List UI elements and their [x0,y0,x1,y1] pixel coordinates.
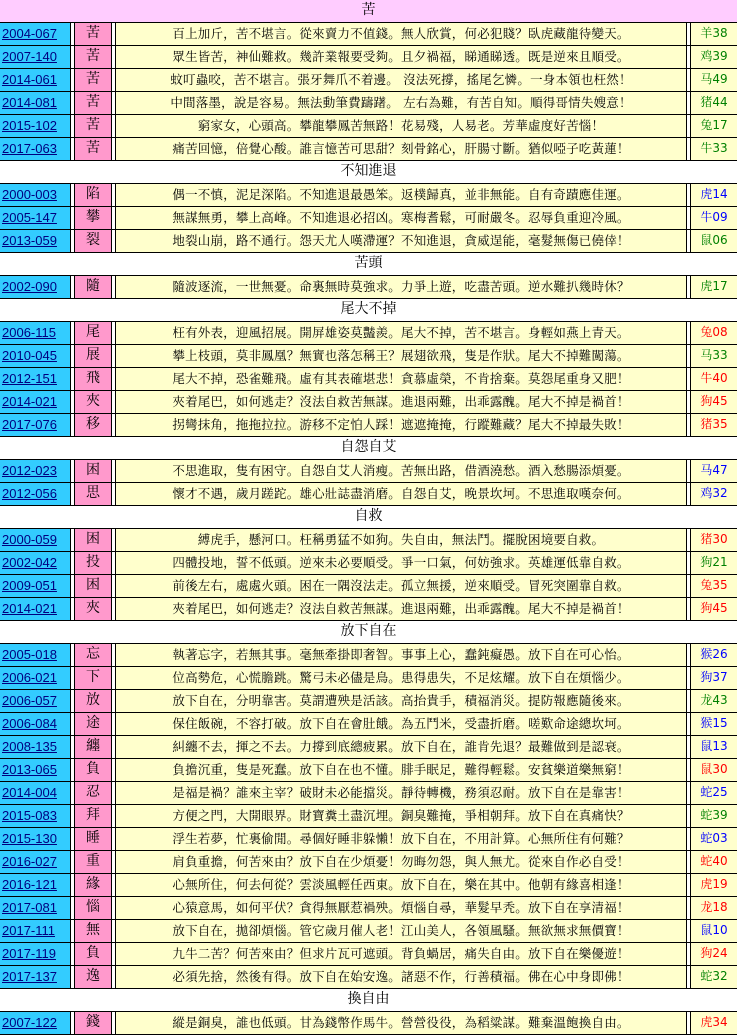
entry-code-link[interactable]: 2017-081 [0,897,71,919]
entry-character: 放 [75,690,112,712]
verse-text: 四體投地，誓不低頭。逆來未必要順受。爭一口氣，何妨強求。英雄運低靠自救。 [116,552,687,574]
entry-code-link[interactable]: 2006-021 [0,667,71,689]
verse-text: 夾着尾巴，如何逃走？沒法自救苦無謀。進退兩難，出乖露醜。尾大不掉是禍首！ [116,598,687,620]
entry-code-link[interactable]: 2017-119 [0,943,71,965]
section-header: 放下自在 [0,621,737,644]
verse-text: 隨波逐流，一世無憂。命裏無時莫強求。力爭上遊，吃盡苦頭。逆水難扒幾時休？ [116,276,687,298]
zodiac-tag: 虎19 [691,874,737,896]
verse-text: 拐彎抹角，拖拖拉拉。游移不定怕人踩！遮遮掩掩，行蹤難藏？尾大不掉最失敗！ [116,414,687,436]
verse-text: 夾着尾巴，如何逃走？沒法自救苦無謀。進退兩難，出乖露醜。尾大不掉是禍首！ [116,391,687,413]
verse-text: 蚊叮蟲咬，苦不堪言。張牙舞爪不着邊。 沒法死撐，搖尾乞憐。一身本領也枉然！ [116,69,687,91]
zodiac-tag: 蛇03 [691,828,737,850]
table-row [0,782,737,805]
table-row [0,46,737,69]
zodiac-tag: 马49 [691,69,737,91]
entry-character: 夾 [75,598,112,620]
verse-text: 執著忘字，若無其事。毫無牽掛即奢智。事事上心，蠢鈍癡愚。放下自在可心怡。 [116,644,687,666]
entry-character: 苦 [75,115,112,137]
table-row [0,207,737,230]
table-row [0,644,737,667]
entry-character: 苦 [75,23,112,45]
entry-code-link[interactable]: 2014-004 [0,782,71,804]
entry-code-link[interactable]: 2016-027 [0,851,71,873]
table-row [0,276,737,299]
entry-character: 拜 [75,805,112,827]
zodiac-tag: 狗45 [691,598,737,620]
zodiac-tag: 马47 [691,460,737,482]
table-row [0,966,737,989]
zodiac-tag: 鼠13 [691,736,737,758]
zodiac-tag: 兔35 [691,575,737,597]
section-header: 自救 [0,506,737,529]
entry-character: 苦 [75,69,112,91]
verse-text: 百上加斤，苦不堪言。從來賣力不值錢。無人欣賞，何必犯賤？臥虎藏龍待變天。 [116,23,687,45]
table-row [0,943,737,966]
table-row [0,391,737,414]
entry-code-link[interactable]: 2007-140 [0,46,71,68]
zodiac-tag: 牛33 [691,138,737,160]
verse-text: 放下自在，拋卻煩惱。管它歲月催人老！江山美人，各領風騷。無欲無求無價寶！ [116,920,687,942]
entry-code-link[interactable]: 2000-059 [0,529,71,551]
entry-character: 苦 [75,46,112,68]
table-row [0,552,737,575]
zodiac-tag: 猴15 [691,713,737,735]
entry-code-link[interactable]: 2002-042 [0,552,71,574]
zodiac-tag: 兔17 [691,115,737,137]
entry-character: 隨 [75,276,112,298]
zodiac-tag: 龙18 [691,897,737,919]
entry-character: 無 [75,920,112,942]
zodiac-tag: 鼠30 [691,759,737,781]
table-row [0,713,737,736]
table-row [0,115,737,138]
verse-text: 糾纏不去，揮之不去。力撐到底總疲累。放下自在，誰肯先退？最難做到是認衰。 [116,736,687,758]
zodiac-tag: 蛇25 [691,782,737,804]
entry-code-link[interactable]: 2005-147 [0,207,71,229]
section-header: 不知進退 [0,161,737,184]
table-row [0,529,737,552]
table-row [0,184,737,207]
entry-character: 展 [75,345,112,367]
table-row [0,575,737,598]
table-row [0,69,737,92]
zodiac-tag: 猪30 [691,529,737,551]
entry-character: 睡 [75,828,112,850]
verse-text: 前後左右，處處火頭。困在一隅沒法走。孤立無援，逆來順受。冒死突圍靠自救。 [116,575,687,597]
entry-code-link[interactable]: 2008-135 [0,736,71,758]
entry-code-link[interactable]: 2012-056 [0,483,71,505]
zodiac-tag: 鼠10 [691,920,737,942]
entry-code-link[interactable]: 2000-003 [0,184,71,206]
table-row [0,414,737,437]
entry-code-link[interactable]: 2013-065 [0,759,71,781]
entry-code-link[interactable]: 2016-121 [0,874,71,896]
entry-code-link[interactable]: 2014-081 [0,92,71,114]
verse-text: 枉有外表，迎風招展。開屏雄姿莫豔羨。尾大不掉，苦不堪言。身輕如燕上青天。 [116,322,687,344]
zodiac-tag: 虎34 [691,1012,737,1034]
table-row [0,897,737,920]
entry-code-link[interactable]: 2014-061 [0,69,71,91]
entry-code-link[interactable]: 2017-063 [0,138,71,160]
table-row [0,368,737,391]
entry-character: 飛 [75,368,112,390]
zodiac-tag: 鼠06 [691,230,737,252]
entry-character: 困 [75,529,112,551]
zodiac-tag: 狗24 [691,943,737,965]
zodiac-tag: 鸡39 [691,46,737,68]
table-row [0,92,737,115]
table-row [0,759,737,782]
entry-code-link[interactable]: 2002-090 [0,276,71,298]
zodiac-tag: 羊38 [691,23,737,45]
entry-code-link[interactable]: 2006-115 [0,322,71,344]
verse-text: 痛苦回憶，倍覺心酸。誰言憶苦可思甜？刻骨銘心，肝腸寸斷。猶似啞子吃黃蓮！ [116,138,687,160]
entry-character: 錢 [75,1012,112,1034]
entry-code-link[interactable]: 2015-130 [0,828,71,850]
table-row [0,598,737,621]
entry-character: 途 [75,713,112,735]
entry-code-link[interactable]: 2004-067 [0,23,71,45]
verse-text: 縱是銅臭，誰也低頭。甘為錢幣作馬牛。營營役役，為稻粱謀。難棄溫飽換自由。 [116,1012,687,1034]
verse-text: 中間落墨，說是容易。無法動筆費躊躇。 左右為難，有苦自知。順得哥情失嫂意！ [116,92,687,114]
table-row [0,690,737,713]
table-row [0,230,737,253]
zodiac-tag: 牛09 [691,207,737,229]
table-row [0,1012,737,1035]
entry-code-link[interactable]: 2014-021 [0,391,71,413]
entry-code-link[interactable]: 2007-122 [0,1012,71,1034]
zodiac-tag: 蛇40 [691,851,737,873]
verse-text: 方便之門，大開眼界。財寶糞土盡沉埋。銅臭難掩，爭相朝拜。放下自在真痛快？ [116,805,687,827]
entry-code-link[interactable]: 2013-059 [0,230,71,252]
entry-character: 重 [75,851,112,873]
verse-text: 不思進取，隻有困守。自怨自艾人消瘦。苦無出路，借酒澆愁。酒入愁腸添煩憂。 [116,460,687,482]
verse-text: 攀上枝頭，莫非鳳凰？無實也落怎稱王？展翅欲飛，隻是作狀。尾大不掉難闖蕩。 [116,345,687,367]
verse-text: 縛虎手，懸河口。枉稱勇猛不如狗。失自由，無法鬥。擺脫困境要自救。 [116,529,687,551]
verse-text: 必須先捨，然後有得。放下自在始安逸。諸惡不作，行善積福。佛在心中身即佛！ [116,966,687,988]
section-header: 苦 [0,0,737,23]
entry-code-link[interactable]: 2012-023 [0,460,71,482]
entry-character: 夾 [75,391,112,413]
verse-text: 懷才不遇，歲月蹉跎。雄心壯誌盡消磨。自怨自艾，晚景坎坷。不思進取嘆奈何。 [116,483,687,505]
table-row [0,851,737,874]
entry-code-link[interactable]: 2017-111 [0,920,71,942]
table-row [0,667,737,690]
zodiac-tag: 狗21 [691,552,737,574]
zodiac-tag: 龙43 [691,690,737,712]
entry-code-link[interactable]: 2009-051 [0,575,71,597]
entry-code-link[interactable]: 2015-083 [0,805,71,827]
table-row [0,460,737,483]
zodiac-tag: 虎14 [691,184,737,206]
entry-character: 陷 [75,184,112,206]
table-row [0,828,737,851]
zodiac-tag: 兔08 [691,322,737,344]
table-row [0,920,737,943]
table-row [0,736,737,759]
verse-text: 是福是禍？誰來主宰？破財未必能擋災。靜待轉機，務須忍耐。放下自在是靠害！ [116,782,687,804]
entry-character: 困 [75,460,112,482]
verse-text: 心猿意馬，如何平伏？貪得無厭惹禍殃。煩惱自尋，華髮早秃。放下自在享清福！ [116,897,687,919]
entry-character: 移 [75,414,112,436]
verse-text: 地裂山崩，路不通行。怨天尤人嘆滯運？不知進退，貪威逞能，毫髮無傷已僥倖！ [116,230,687,252]
entry-character: 緣 [75,874,112,896]
entry-character: 投 [75,552,112,574]
table-row [0,322,737,345]
verse-text: 尾大不掉，恐雀難飛。虛有其表確堪悲！貪慕虛榮，不肯捨棄。莫怨尾重身又肥！ [116,368,687,390]
verse-text: 眾生皆苦，神仙難救。幾許業報要受夠。且夕禍福，睇通睇透。既是逆來且順受。 [116,46,687,68]
verse-text: 保住飯碗，不容打破。放下自在會肚餓。為五鬥米，受盡折磨。嗟歎命途總坎坷。 [116,713,687,735]
entry-code-link[interactable]: 2015-102 [0,115,71,137]
table-row [0,805,737,828]
section-header: 尾大不掉 [0,299,737,322]
entry-character: 惱 [75,897,112,919]
zodiac-tag: 牛40 [691,368,737,390]
verse-text: 負擔沉重，隻是死蠢。放下自在也不懂。腓手眠足，難得輕鬆。安貧樂道樂無窮！ [116,759,687,781]
entry-character: 裂 [75,230,112,252]
zodiac-tag: 蛇39 [691,805,737,827]
entry-code-link[interactable]: 2012-151 [0,368,71,390]
section-header: 換自由 [0,989,737,1012]
zodiac-tag: 蛇32 [691,966,737,988]
entry-character: 苦 [75,138,112,160]
zodiac-tag: 马33 [691,345,737,367]
entry-code-link[interactable]: 2006-084 [0,713,71,735]
table-row [0,345,737,368]
verse-text: 心無所住，何去何從？雲淡風輕任西東。放下自在，樂在其中。他朝有緣喜相逢！ [116,874,687,896]
zodiac-tag: 猴26 [691,644,737,666]
entry-character: 忍 [75,782,112,804]
verse-text: 浮生若夢，忙裏偷閒。尋個好睡非躲懶！放下自在，不用計算。心無所住有何難？ [116,828,687,850]
entry-code-link[interactable]: 2014-021 [0,598,71,620]
entry-character: 負 [75,759,112,781]
entry-character: 下 [75,667,112,689]
section-header: 苦頭 [0,253,737,276]
zodiac-tag: 鸡32 [691,483,737,505]
verse-text: 肩負重擔，何苦來由？放下自在少煩憂！勿晦勿怨，與人無尤。從來自作必自受！ [116,851,687,873]
verse-text: 窮家女，心頭高。攀龍攀鳳苦無路！花易殘，人易老。芳華虛度好苦惱！ [116,115,687,137]
table-row [0,874,737,897]
entry-character: 攀 [75,207,112,229]
zodiac-tag: 虎17 [691,276,737,298]
zodiac-tag: 猪44 [691,92,737,114]
table-row [0,483,737,506]
entry-character: 忘 [75,644,112,666]
table-row [0,138,737,161]
entry-character: 思 [75,483,112,505]
zodiac-tag: 狗37 [691,667,737,689]
entry-character: 尾 [75,322,112,344]
zodiac-tag: 狗45 [691,391,737,413]
verse-text: 放下自在，分明靠害。莫謂遭殃是活該。高抬貴手，積福消災。提防報應隨後來。 [116,690,687,712]
verse-text: 偶一不慎，泥足深陷。不知進退最愚笨。返樸歸真，並非無能。自有奇蹟應佳運。 [116,184,687,206]
entry-code-link[interactable]: 2005-018 [0,644,71,666]
verse-text: 位高勢危，心慌膽跳。驚弓未必儘是鳥。患得患失，不足炫耀。放下自在煩惱少。 [116,667,687,689]
entry-code-link[interactable]: 2010-045 [0,345,71,367]
verse-text: 九牛二苦？何苦來由？但求片瓦可遮頭。背負蝸居，痛失自由。放下自在樂優遊！ [116,943,687,965]
table-row [0,23,737,46]
verse-text: 無謀無勇，攀上高峰。不知進退必招凶。寒梅耆鬆，可耐嚴冬。忍辱負重迎冷風。 [116,207,687,229]
zodiac-tag: 猪35 [691,414,737,436]
entry-code-link[interactable]: 2017-076 [0,414,71,436]
entry-character: 苦 [75,92,112,114]
section-header: 自怨自艾 [0,437,737,460]
entry-character: 困 [75,575,112,597]
entry-code-link[interactable]: 2017-137 [0,966,71,988]
entry-character: 逸 [75,966,112,988]
entry-code-link[interactable]: 2006-057 [0,690,71,712]
entry-character: 負 [75,943,112,965]
entry-character: 纏 [75,736,112,758]
